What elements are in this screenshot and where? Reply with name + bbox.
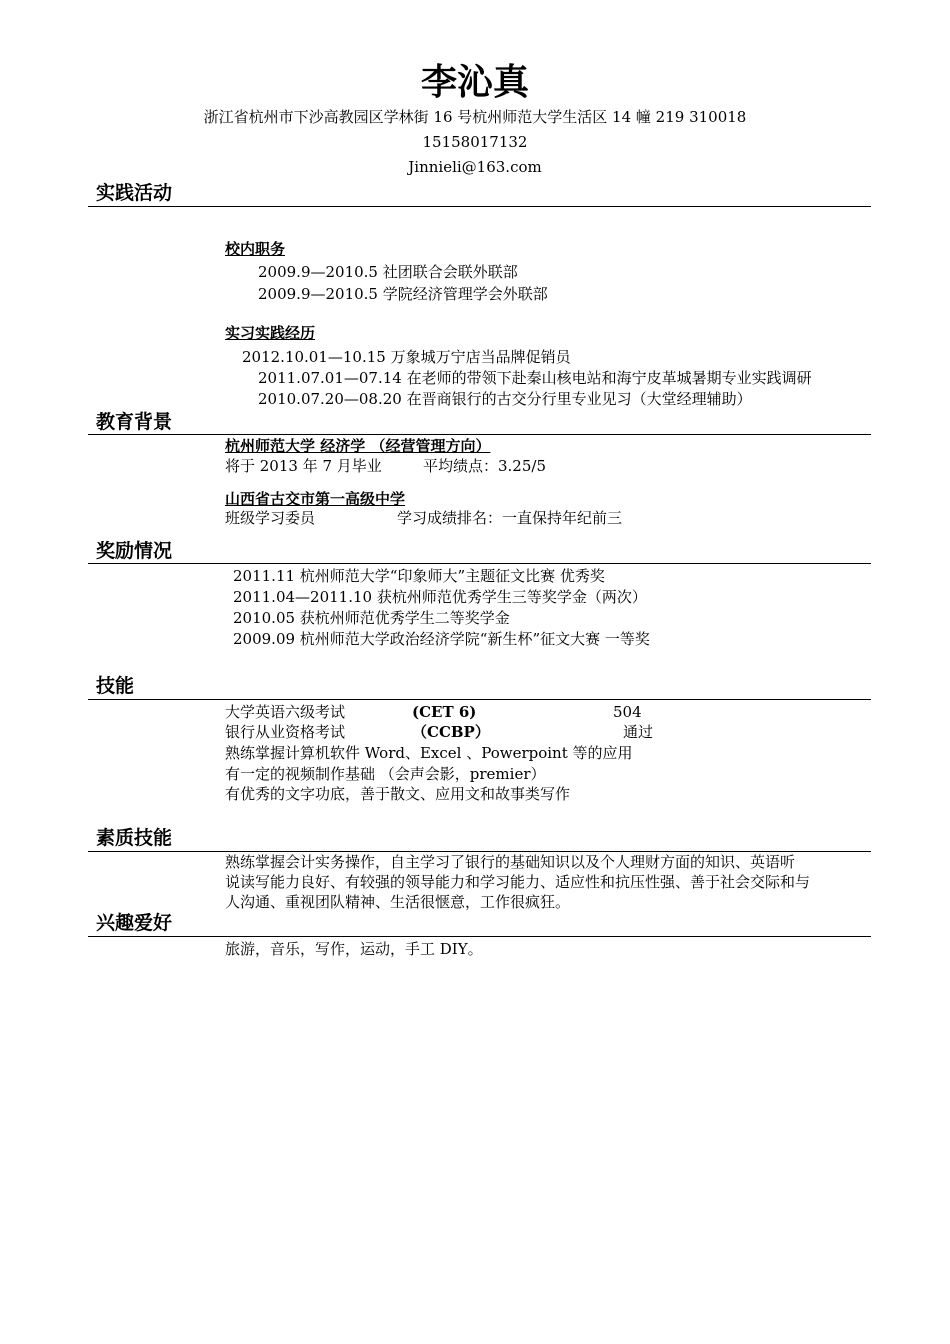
section-title-quality: 素质技能 xyxy=(96,827,173,849)
cet-code: (CET 6) xyxy=(412,703,477,721)
campus-role-item: 2009.9—2010.5 社团联合会联外联部 xyxy=(258,263,518,281)
quality-text-line: 熟练掌握会计实务操作，自主学习了银行的基础知识以及个人理财方面的知识、英语听 xyxy=(225,853,796,871)
hobbies-text: 旅游，音乐，写作，运动，手工 DIY。 xyxy=(225,940,483,958)
university-name: 杭州师范大学 经济学 （经营管理方向） xyxy=(225,437,491,455)
section-divider xyxy=(88,434,871,435)
skill-line: 熟练掌握计算机软件 Word、Excel 、Powerpoint 等的应用 xyxy=(225,744,633,762)
section-title-education: 教育背景 xyxy=(96,411,173,433)
skill-line: 有优秀的文字功底，善于散文、应用文和故事类写作 xyxy=(225,785,571,803)
graduation-date: 将于 2013 年 7 月毕业 xyxy=(225,457,382,475)
email-address: Jinnieli@163.com xyxy=(408,158,542,176)
section-title-practice: 实践活动 xyxy=(96,182,173,204)
internship-item: 2012.10.01—10.15 万象城万宁店当品牌促销员 xyxy=(242,348,571,366)
section-title-awards: 奖励情况 xyxy=(96,540,173,562)
award-item: 2011.04—2011.10 获杭州师范优秀学生三等奖学金（两次） xyxy=(233,588,647,606)
section-title-hobbies: 兴趣爱好 xyxy=(96,912,173,934)
class-rank: 学习成绩排名：一直保持年纪前三 xyxy=(397,509,623,527)
ccbp-result: 通过 xyxy=(623,723,654,741)
quality-text-line: 人沟通、重视团队精神、生活很惬意，工作很疯狂。 xyxy=(225,893,571,911)
section-title-skills: 技能 xyxy=(96,675,135,697)
award-item: 2009.09 杭州师范大学政治经济学院“新生杯”征文大赛 一等奖 xyxy=(233,630,650,648)
ccbp-code: （CCBP） xyxy=(412,723,490,741)
section-divider xyxy=(88,563,871,564)
phone-number: 15158017132 xyxy=(422,133,528,151)
award-item: 2010.05 获杭州师范优秀学生二等奖学金 xyxy=(233,609,510,627)
cet-label: 大学英语六级考试 xyxy=(225,703,346,721)
section-divider xyxy=(88,936,871,937)
class-role: 班级学习委员 xyxy=(225,509,316,527)
quality-text-line: 说读写能力良好、有较强的领导能力和学习能力、适应性和抗压性强、善于社会交际和与 xyxy=(225,873,811,891)
internship-item: 2010.07.20—08.20 在晋商银行的古交分行里专业见习（大堂经理辅助） xyxy=(258,390,752,408)
gpa: 平均绩点：3.25/5 xyxy=(423,457,546,475)
section-divider xyxy=(88,206,871,207)
cet-score: 504 xyxy=(613,703,642,721)
address: 浙江省杭州市下沙高教园区学林街 16 号杭州师范大学生活区 14 幢 219 310018 xyxy=(203,108,747,126)
section-divider xyxy=(88,699,871,700)
subsection-campus-roles: 校内职务 xyxy=(225,240,286,258)
internship-item: 2011.07.01—07.14 在老师的带领下赴秦山核电站和海宁皮革城暑期专业实践调研 xyxy=(258,369,812,387)
subsection-internship: 实习实践经历 xyxy=(225,324,316,342)
skill-line: 有一定的视频制作基础 （会声会影，premier） xyxy=(225,765,546,783)
award-item: 2011.11 杭州师范大学“印象师大”主题征文比赛 优秀奖 xyxy=(233,567,605,585)
ccbp-label: 银行从业资格考试 xyxy=(225,723,346,741)
high-school-name: 山西省古交市第一高级中学 xyxy=(225,490,406,508)
candidate-name: 李沁真 xyxy=(420,62,529,103)
campus-role-item: 2009.9—2010.5 学院经济管理学会外联部 xyxy=(258,285,548,303)
